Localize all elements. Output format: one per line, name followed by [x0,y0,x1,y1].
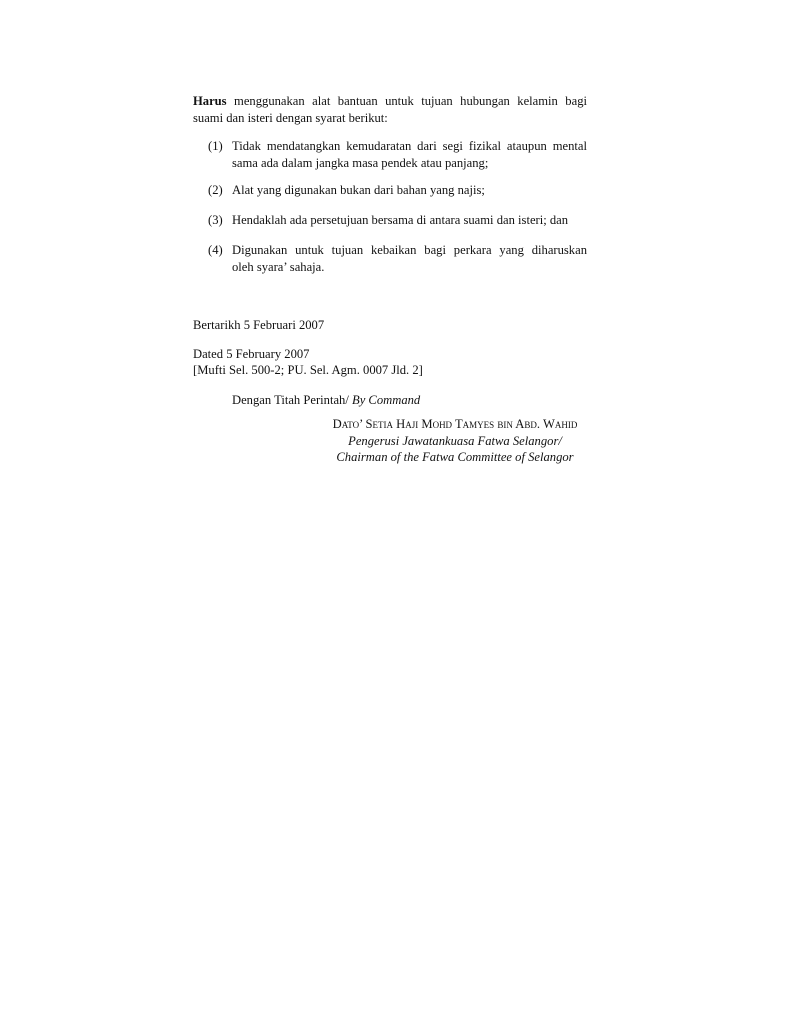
condition-text-line2: oleh syara’ sahaja. [232,260,325,274]
signatory-name: Dato’ Setia Haji Mohd Tamyes bin Abd. Wahid [332,417,578,431]
ruling-keyword: Harus [193,94,227,108]
condition-number: (1) [208,139,223,153]
date-malay: Bertarikh 5 Februari 2007 [193,318,325,332]
date-english: Dated 5 February 2007 [193,347,310,361]
condition-item-1 [208,138,587,172]
condition-number: (2) [208,183,223,197]
command-line [232,392,420,409]
condition-item-4 [208,242,587,276]
condition-text-line1: Alat yang digunakan bukan dari bahan yang najis; [232,183,485,197]
intro-line1-text: menggunakan alat bantuan untuk tujuan hubungan kelamin bagi [234,94,587,108]
intro-paragraph [193,93,587,127]
condition-text-line2: sama ada dalam jangka masa pendek atau panjang; [232,156,489,170]
condition-text-line1: Tidak mendatangkan kemudaratan dari segi fizikal ataupun mental [232,139,587,153]
command-english: By Command [352,393,421,407]
condition-text-line1: Digunakan untuk tujuan kebaikan bagi perkara yang diharuskan [232,243,587,257]
condition-number: (4) [208,243,223,257]
condition-item-2 [208,182,587,199]
condition-number: (3) [208,213,223,227]
intro-line2-text: suami dan isteri dengan syarat berikut: [193,111,388,125]
command-malay: Dengan Titah Perintah/ [232,393,349,407]
intro-first-line [193,93,587,110]
signatory-title-malay: Pengerusi Jawatankuasa Fatwa Selangor/ [348,434,562,448]
signatory-title-english: Chairman of the Fatwa Committee of Selangor [336,450,574,464]
condition-item-3 [208,212,587,229]
condition-text-line1: Hendaklah ada persetujuan bersama di antara suami dan isteri; dan [232,213,569,227]
reference-number: [Mufti Sel. 500-2; PU. Sel. Agm. 0007 Jld. 2] [193,363,423,377]
